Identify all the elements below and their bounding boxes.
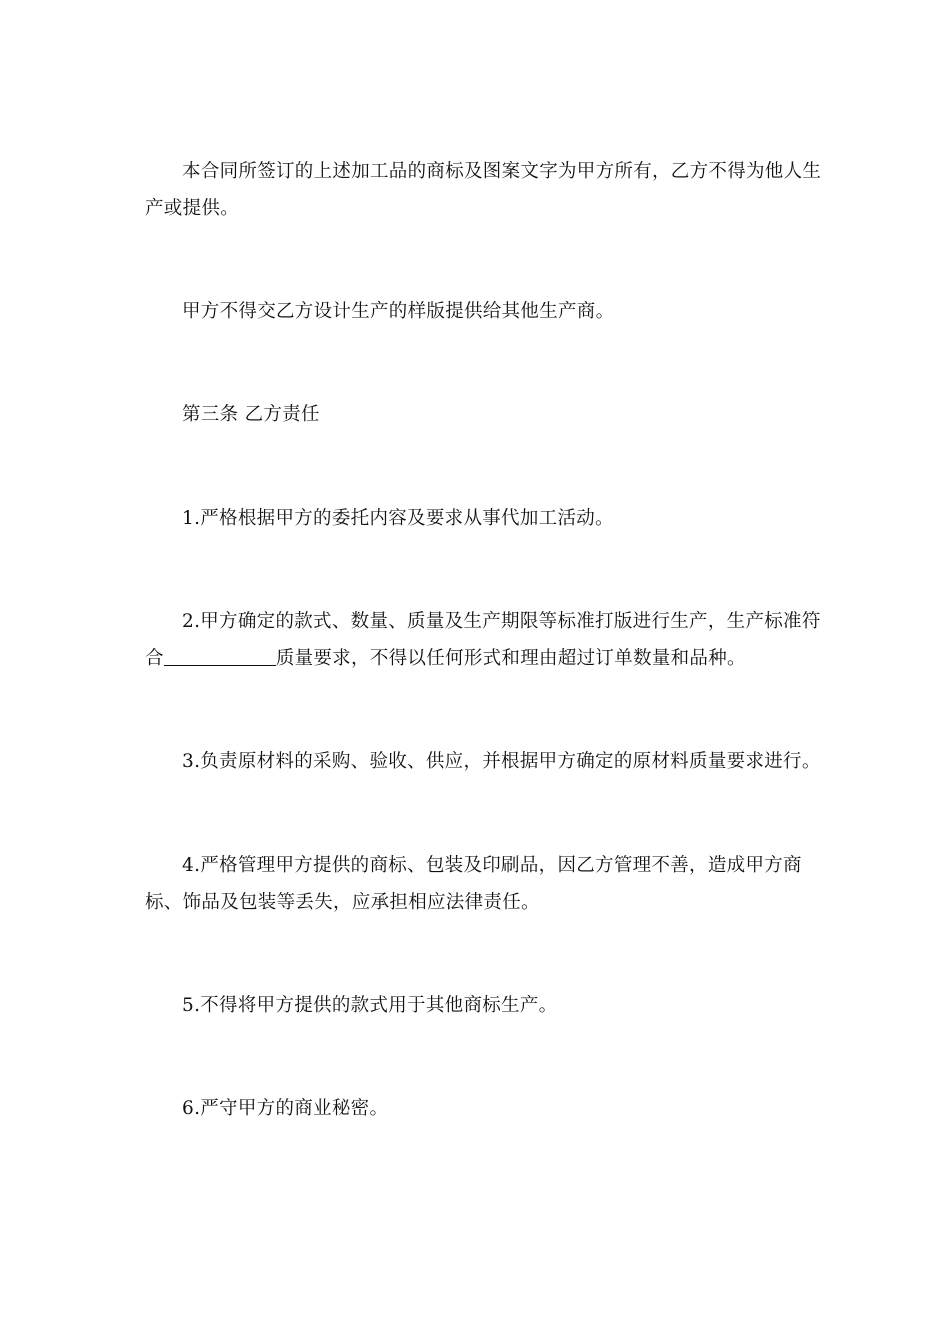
clause-4: 4.严格管理甲方提供的商标、包装及印刷品，因乙方管理不善，造成甲方商标、饰品及包装等丢失，应承担相应法律责任。 <box>145 855 802 913</box>
fill-in-blank <box>164 647 276 666</box>
clause-1: 1.严格根据甲方的委托内容及要求从事代加工活动。 <box>182 508 614 529</box>
paragraph-trademark-ownership: 本合同所签订的上述加工品的商标及图案文字为甲方所有，乙方不得为他人生产或提供。 <box>145 161 822 219</box>
section-heading-party-b-duties: 第三条 乙方责任 <box>182 404 320 425</box>
clause-6: 6.严守甲方的商业秘密。 <box>182 1098 389 1119</box>
clause-2-text-before: 2.甲方确定的款式、数量、质量及生产期限等标准打版进行生产，生产标准符合 <box>145 611 821 669</box>
clause-2-text-after: 质量要求，不得以任何形式和理由超过订单数量和品种。 <box>275 648 746 669</box>
clause-5: 5.不得将甲方提供的款式用于其他商标生产。 <box>182 995 558 1016</box>
paragraph-sample-restriction: 甲方不得交乙方设计生产的样版提供给其他生产商。 <box>182 301 615 322</box>
clause-2 <box>145 603 825 677</box>
clause-3: 3.负责原材料的采购、验收、供应，并根据甲方确定的原材料质量要求进行。 <box>182 751 821 772</box>
